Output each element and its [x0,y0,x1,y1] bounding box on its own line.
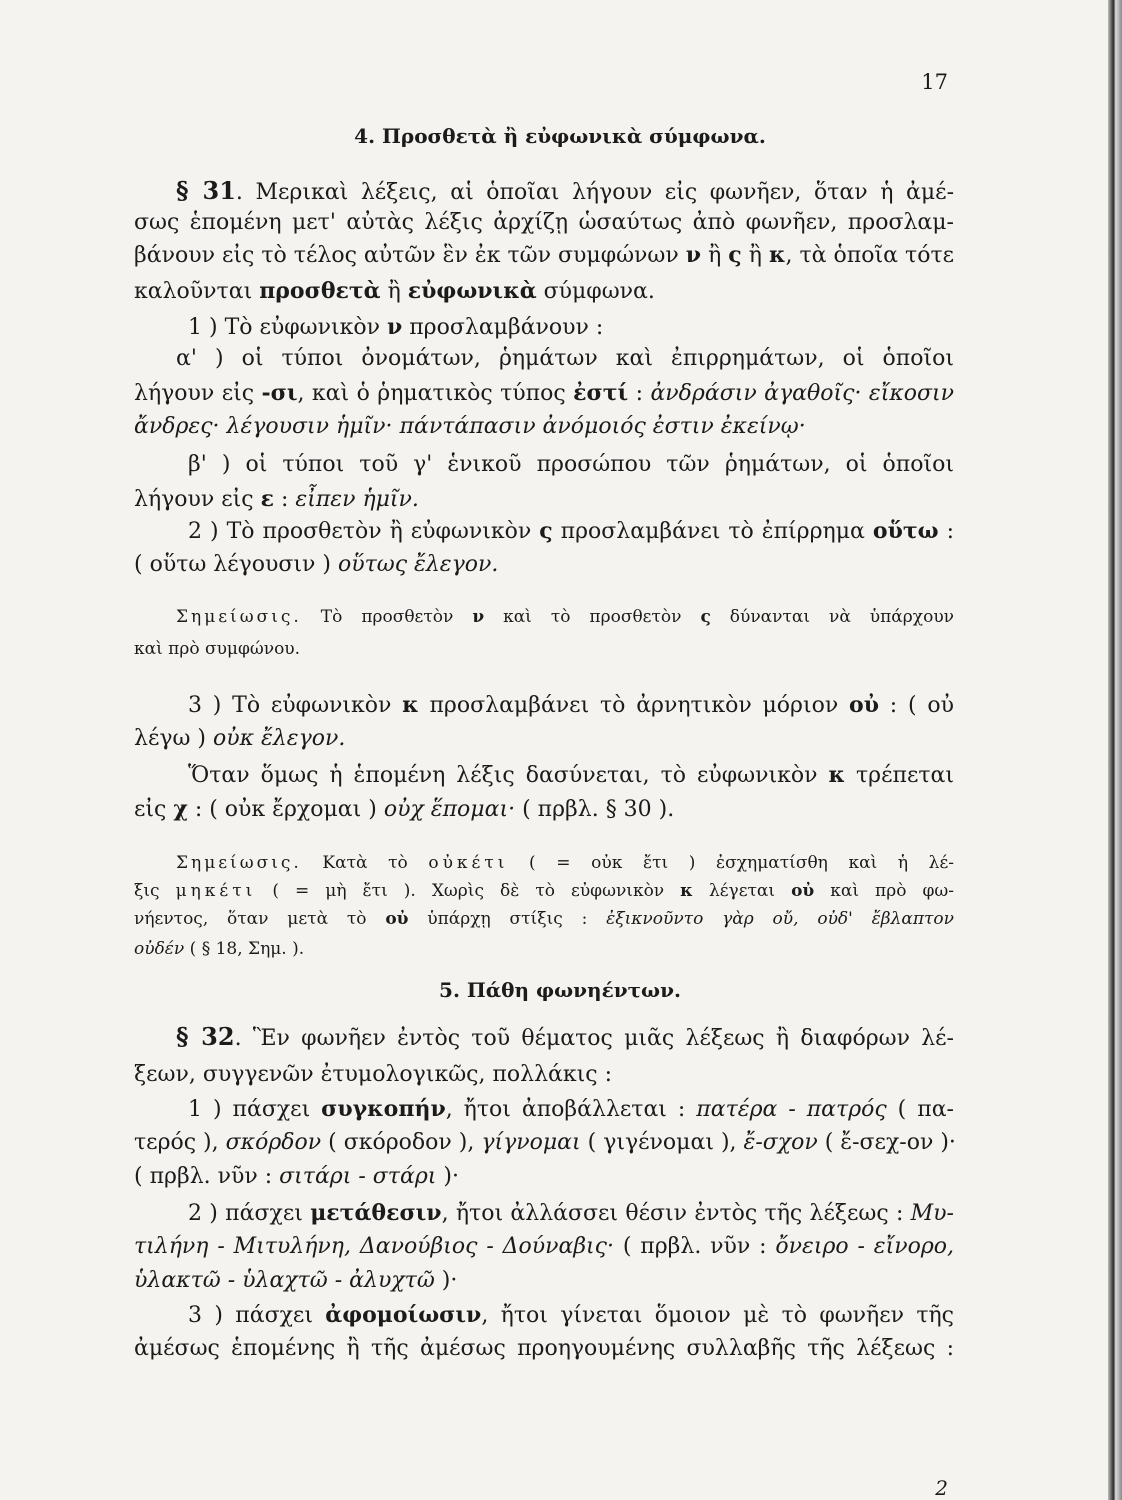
section-sign-31: § 31 [176,176,236,205]
note-2-line-4: οὐδέν ( § 18, Σημ. ). [134,939,305,959]
p32-rule-3-line-2: ἀμέσως ἑπομένης ἢ τῆς ἀμέσως προηγουμένης συλλαβῆς τῆς λέξεως : [134,1336,954,1361]
page-edge-shadow [1108,0,1122,1500]
note-2-line-2: ξις μηκέτι ( = μὴ ἔτι ). Χωρὶς δὲ τὸ εὐφωνικὸν κ λέγεται οὐ καὶ πρὸ φω- [134,881,954,901]
para-31-line-3: βάνουν εἰς τὸ τέλος αὐτῶν ἓν ἐκ τῶν συμφώνων ν ἢ ς ἢ κ, τὰ ὁποῖα τότε [134,242,955,268]
p32-rule-2-line-3: ὑλακτῶ - ὑλαχτῶ - ἀλυχτῶ )· [134,1268,458,1293]
section-4-heading: 4. Προσθετὰ ἢ εὐφωνικὰ σύμφωνα. [354,124,766,148]
p32-rule-2-line-1: 2 ) πάσχει μετάθεσιν, ἤτοι ἀλλάσσει θέσιν ἐντὸς τῆς λέξεως : Μυ- [188,1200,954,1226]
rule-2-line-1: 2 ) Τὸ προσθετὸν ἢ εὐφωνικὸν ς προσλαμβάνει τὸ ἐπίρρημα οὕτω : [188,518,955,544]
note-1-line-1: Σημείωσις. Τὸ προσθετὸν ν καὶ τὸ προσθετὸν ς δύνανται νὰ ὑπάρχουν [176,607,954,627]
p32-rule-3-line-1: 3 ) πάσχει ἀφομοίωσιν, ἤτοι γίνεται ὅμοιον μὲ τὸ φωνῆεν τῆς [188,1302,955,1328]
rule-1-alpha-line-1: α' ) οἱ τύποι ὀνομάτων, ῥημάτων καὶ ἐπιρρημάτων, οἱ ὁποῖοι [176,346,954,371]
para-31-line-2: σως ἑπομένη μετ' αὐτὰς λέξις ἀρχίζῃ ὡσαύτως ἀπὸ φωνῆεν, προσλαμ- [134,210,954,235]
rule-1-alpha-line-2: λήγουν εἰς -σι, καὶ ὁ ῥηματικὸς τύπος ἐστί : ἀνδράσιν ἀγαθοῖς· εἴκοσιν [134,380,955,406]
para-31-line-4: καλοῦνται προσθετὰ ἢ εὐφωνικὰ σύμφωνα. [134,278,655,304]
rule-3-line-3: Ὅταν ὅμως ἡ ἑπομένη λέξις δασύνεται, τὸ εὐφωνικὸν κ τρέπεται [188,762,955,788]
p32-rule-1-line-1: 1 ) πάσχει συγκοπήν, ἤτοι ἀποβάλλεται : πατέρα - πατρός ( πα- [188,1096,954,1122]
rule-1-intro: 1 ) Τὸ εὐφωνικὸν ν προσλαμβάνουν : [188,314,604,340]
para-31-line-1: § 31. Μερικαὶ λέξεις, αἱ ὁποῖαι λήγουν εἰς φωνῆεν, ὅταν ἡ ἀμέ- [176,176,955,205]
p32-rule-2-line-2: τιλήνη - Μιτυλήνη, Δανούβιος - Δούναβις· ( πρβλ. νῦν : ὄνειρο - εἴνορο, [134,1234,954,1259]
signature-mark: 2 [935,1476,948,1500]
section-5-heading: 5. Πάθη φωνηέντων. [439,978,681,1002]
section-sign-32: § 32 [176,1022,235,1051]
rule-3-line-2: λέγω ) οὐκ ἔλεγον. [134,726,346,751]
p32-rule-1-line-3: ( πρβλ. νῦν : σιτάρι - στάρι )· [134,1164,459,1189]
rule-1-beta-line-2: λήγουν εἰς ε : εἶπεν ἡμῖν. [134,486,419,512]
note-2-line-3: νήεντος, ὅταν μετὰ τὸ οὐ ὑπάρχῃ στίξις : ἐξικνοῦντο γὰρ οὔ, οὐδ' ἔβλαπτον [134,909,954,929]
para-32-line-2: ξεων, συγγενῶν ἐτυμολογικῶς, πολλάκις : [134,1062,612,1087]
p32-rule-1-line-2: τερός ), σκόρδον ( σκόροδον ), γίγνομαι ( γιγένομαι ), ἔ-σχον ( ἔ-σεχ-ον )· [134,1130,956,1155]
note-2-line-1: Σημείωσις. Κατὰ τὸ οὐκέτι ( = οὐκ ἔτι ) ἐσχηματίσθη καὶ ἡ λέ- [176,853,954,873]
rule-3-line-1: 3 ) Τὸ εὐφωνικὸν κ προσλαμβάνει τὸ ἀρνητικὸν μόριον οὐ : ( οὐ [188,692,954,718]
page-number: 17 [921,70,948,94]
rule-2-line-2: ( οὕτω λέγουσιν ) οὕτως ἔλεγον. [134,552,499,577]
rule-1-beta-line-1: β' ) οἱ τύποι τοῦ γ' ἑνικοῦ προσώπου τῶν ῥημάτων, οἱ ὁποῖοι [188,452,954,477]
rule-3-line-4: εἰς χ : ( οὐκ ἔρχομαι ) οὐχ ἕπομαι· ( πρβλ. § 30 ). [134,796,675,822]
para-32-line-1: § 32. Ἓν φωνῆεν ἐντὸς τοῦ θέματος μιᾶς λέξεως ἢ διαφόρων λέ- [176,1022,954,1051]
note-1-line-2: καὶ πρὸ συμφώνου. [134,639,301,659]
rule-1-alpha-line-3: ἄνδρες· λέγουσιν ἡμῖν· πάντάπασιν ἀνόμοιός ἐστιν ἐκείνῳ· [134,414,806,439]
